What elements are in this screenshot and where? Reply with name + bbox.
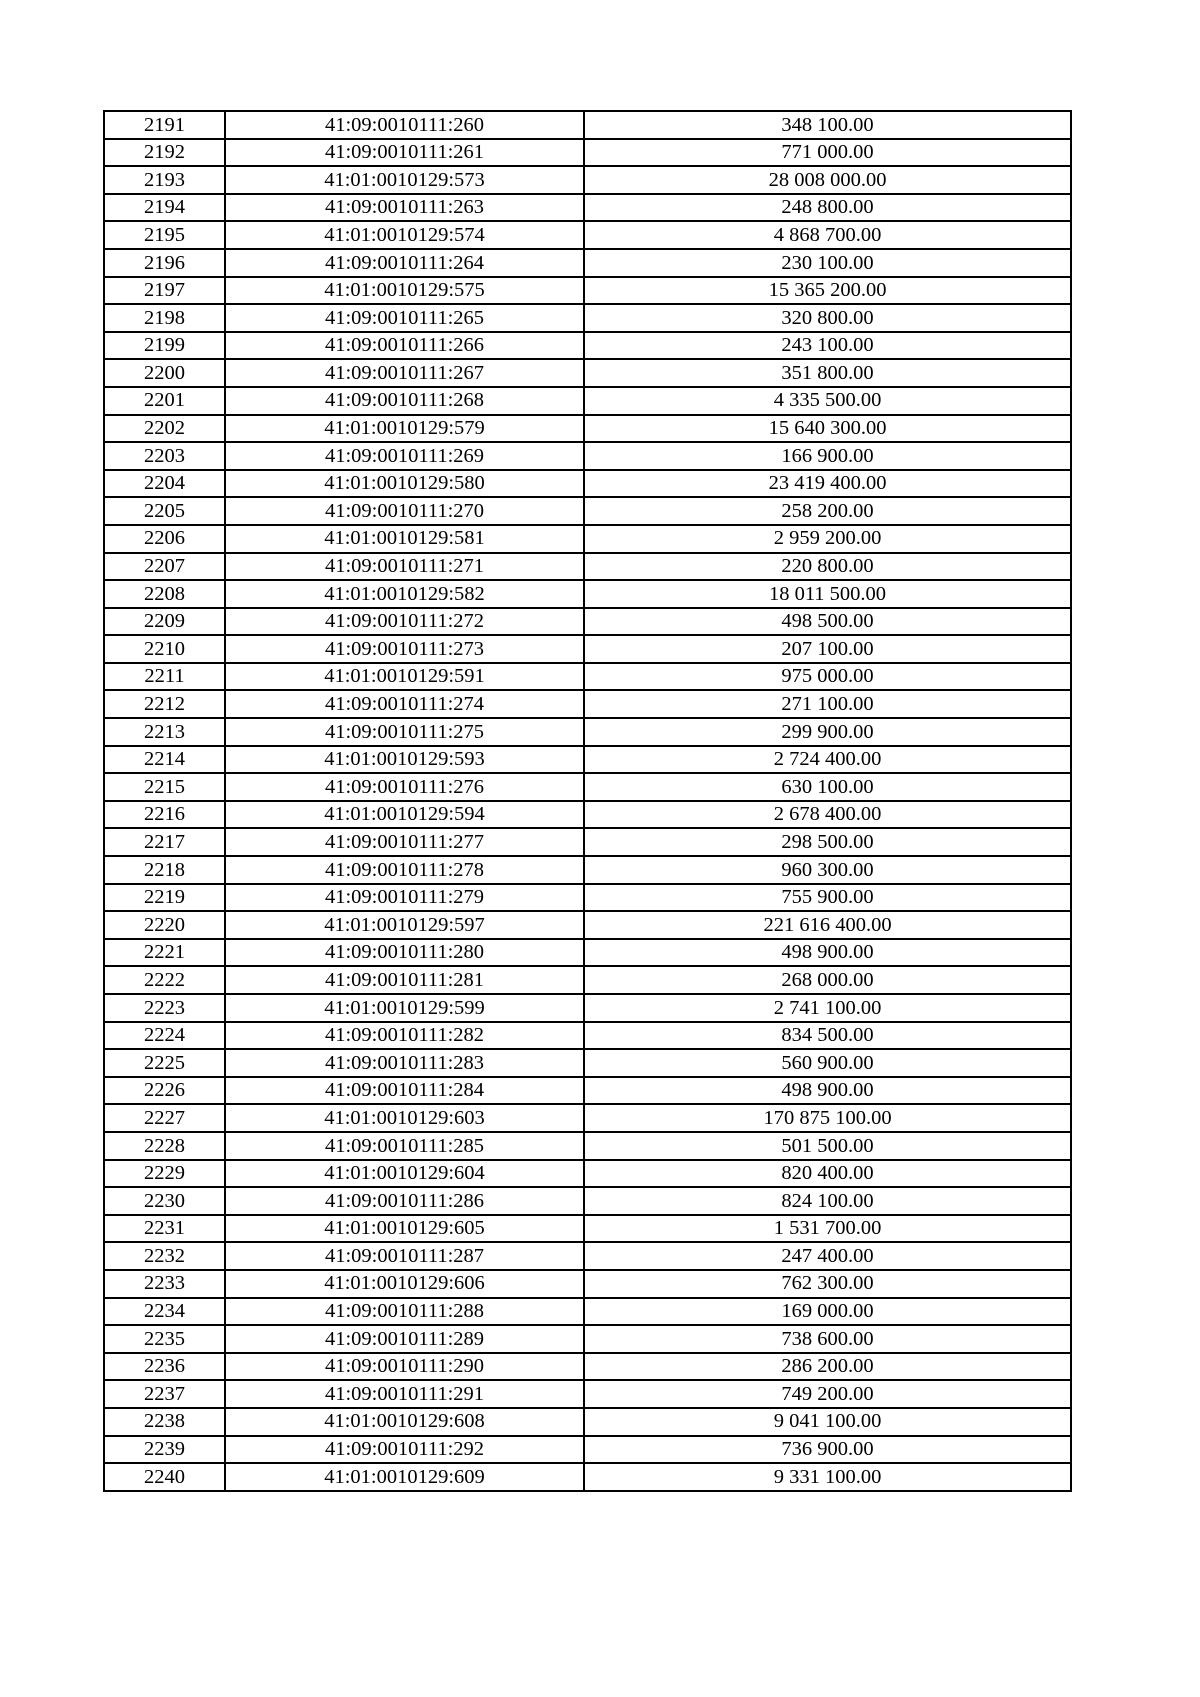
row-number-cell: 2214 [104,746,225,774]
row-number-cell: 2233 [104,1270,225,1298]
cadastral-value-cell: 258 200.00 [584,497,1071,525]
cadastral-number-cell: 41:09:0010111:274 [225,690,584,718]
cadastral-value-cell: 299 900.00 [584,718,1071,746]
row-number-cell: 2222 [104,966,225,994]
table-row [104,801,1071,829]
cadastral-value-cell: 4 335 500.00 [584,387,1071,415]
table-row [104,1215,1071,1243]
cadastral-number-cell: 41:01:0010129:580 [225,470,584,498]
table-row [104,828,1071,856]
cadastral-value-cell: 4 868 700.00 [584,221,1071,249]
row-number-cell: 2226 [104,1077,225,1105]
table-row [104,690,1071,718]
row-number-cell: 2237 [104,1380,225,1408]
cadastral-value-cell: 2 678 400.00 [584,801,1071,829]
row-number-cell: 2223 [104,994,225,1022]
cadastral-number-cell: 41:09:0010111:287 [225,1242,584,1270]
table-row [104,1270,1071,1298]
row-number-cell: 2208 [104,580,225,608]
cadastral-value-cell: 243 100.00 [584,332,1071,360]
table-row [104,497,1071,525]
cadastral-value-cell: 169 000.00 [584,1298,1071,1326]
table-row [104,194,1071,222]
table-row [104,994,1071,1022]
table-row [104,525,1071,553]
row-number-cell: 2212 [104,690,225,718]
cadastral-value-cell: 298 500.00 [584,828,1071,856]
table-row [104,1187,1071,1215]
cadastral-number-cell: 41:01:0010129:573 [225,166,584,194]
cadastral-value-cell: 560 900.00 [584,1049,1071,1077]
row-number-cell: 2197 [104,277,225,305]
table-row [104,277,1071,305]
table-row [104,1380,1071,1408]
cadastral-value-cell: 220 800.00 [584,553,1071,581]
table-row [104,1463,1071,1491]
cadastral-number-cell: 41:01:0010129:594 [225,801,584,829]
cadastral-number-cell: 41:09:0010111:278 [225,856,584,884]
cadastral-number-cell: 41:09:0010111:261 [225,139,584,167]
table-row [104,746,1071,774]
row-number-cell: 2193 [104,166,225,194]
row-number-cell: 2236 [104,1353,225,1381]
cadastral-number-cell: 41:09:0010111:270 [225,497,584,525]
table-row [104,1022,1071,1050]
cadastral-number-cell: 41:09:0010111:263 [225,194,584,222]
cadastral-value-cell: 286 200.00 [584,1353,1071,1381]
table-row [104,1049,1071,1077]
cadastral-value-cell: 762 300.00 [584,1270,1071,1298]
table-row [104,470,1071,498]
cadastral-number-cell: 41:09:0010111:288 [225,1298,584,1326]
cadastral-number-cell: 41:09:0010111:284 [225,1077,584,1105]
row-number-cell: 2194 [104,194,225,222]
cadastral-number-cell: 41:09:0010111:267 [225,359,584,387]
cadastral-number-cell: 41:01:0010129:608 [225,1408,584,1436]
cadastral-value-cell: 975 000.00 [584,663,1071,691]
cadastral-number-cell: 41:09:0010111:271 [225,553,584,581]
row-number-cell: 2213 [104,718,225,746]
row-number-cell: 2199 [104,332,225,360]
cadastral-number-cell: 41:01:0010129:603 [225,1104,584,1132]
cadastral-number-cell: 41:09:0010111:268 [225,387,584,415]
table-row [104,663,1071,691]
cadastral-value-cell: 221 616 400.00 [584,911,1071,939]
row-number-cell: 2239 [104,1436,225,1464]
cadastral-number-cell: 41:09:0010111:285 [225,1132,584,1160]
cadastral-number-cell: 41:09:0010111:282 [225,1022,584,1050]
cadastral-number-cell: 41:01:0010129:609 [225,1463,584,1491]
table-row [104,442,1071,470]
cadastral-number-cell: 41:09:0010111:286 [225,1187,584,1215]
cadastral-number-cell: 41:09:0010111:260 [225,111,584,139]
table-row [104,1104,1071,1132]
row-number-cell: 2205 [104,497,225,525]
row-number-cell: 2203 [104,442,225,470]
table-row [104,1132,1071,1160]
table-row [104,1353,1071,1381]
cadastral-value-cell: 320 800.00 [584,304,1071,332]
cadastral-number-cell: 41:01:0010129:605 [225,1215,584,1243]
cadastral-number-cell: 41:09:0010111:280 [225,939,584,967]
row-number-cell: 2191 [104,111,225,139]
table-row [104,1298,1071,1326]
cadastral-value-cell: 230 100.00 [584,249,1071,277]
cadastral-value-cell: 351 800.00 [584,359,1071,387]
cadastral-number-cell: 41:09:0010111:269 [225,442,584,470]
row-number-cell: 2221 [104,939,225,967]
row-number-cell: 2201 [104,387,225,415]
cadastral-value-cell: 247 400.00 [584,1242,1071,1270]
table-row [104,304,1071,332]
row-number-cell: 2229 [104,1160,225,1188]
cadastral-number-cell: 41:01:0010129:606 [225,1270,584,1298]
row-number-cell: 2231 [104,1215,225,1243]
cadastral-number-cell: 41:09:0010111:273 [225,635,584,663]
cadastral-value-cell: 1 531 700.00 [584,1215,1071,1243]
table-row [104,221,1071,249]
row-number-cell: 2206 [104,525,225,553]
table-row [104,856,1071,884]
cadastral-number-cell: 41:01:0010129:574 [225,221,584,249]
row-number-cell: 2235 [104,1325,225,1353]
table-row [104,1160,1071,1188]
table-row [104,332,1071,360]
cadastral-value-table [103,110,1072,1492]
table-row [104,1077,1071,1105]
cadastral-value-cell: 2 959 200.00 [584,525,1071,553]
cadastral-number-cell: 41:09:0010111:292 [225,1436,584,1464]
row-number-cell: 2240 [104,1463,225,1491]
table-row [104,884,1071,912]
cadastral-number-cell: 41:01:0010129:579 [225,415,584,443]
row-number-cell: 2232 [104,1242,225,1270]
cadastral-value-cell: 2 741 100.00 [584,994,1071,1022]
table-row [104,939,1071,967]
cadastral-number-cell: 41:09:0010111:279 [225,884,584,912]
row-number-cell: 2210 [104,635,225,663]
row-number-cell: 2204 [104,470,225,498]
table-row [104,359,1071,387]
cadastral-value-cell: 23 419 400.00 [584,470,1071,498]
cadastral-number-cell: 41:09:0010111:276 [225,773,584,801]
cadastral-number-cell: 41:09:0010111:272 [225,608,584,636]
cadastral-number-cell: 41:01:0010129:593 [225,746,584,774]
cadastral-value-cell: 630 100.00 [584,773,1071,801]
cadastral-number-cell: 41:09:0010111:291 [225,1380,584,1408]
cadastral-value-cell: 498 900.00 [584,1077,1071,1105]
cadastral-value-cell: 960 300.00 [584,856,1071,884]
table-row [104,1408,1071,1436]
cadastral-value-cell: 771 000.00 [584,139,1071,167]
table-row [104,1325,1071,1353]
cadastral-value-cell: 268 000.00 [584,966,1071,994]
row-number-cell: 2202 [104,415,225,443]
table-row [104,911,1071,939]
row-number-cell: 2211 [104,663,225,691]
table-row [104,415,1071,443]
cadastral-number-cell: 41:01:0010129:591 [225,663,584,691]
cadastral-value-cell: 498 900.00 [584,939,1071,967]
row-number-cell: 2219 [104,884,225,912]
cadastral-number-cell: 41:09:0010111:265 [225,304,584,332]
row-number-cell: 2227 [104,1104,225,1132]
cadastral-number-cell: 41:09:0010111:290 [225,1353,584,1381]
cadastral-value-cell: 207 100.00 [584,635,1071,663]
table-row [104,580,1071,608]
table-row [104,111,1071,139]
cadastral-number-cell: 41:09:0010111:264 [225,249,584,277]
cadastral-number-cell: 41:09:0010111:289 [225,1325,584,1353]
row-number-cell: 2207 [104,553,225,581]
row-number-cell: 2198 [104,304,225,332]
cadastral-number-cell: 41:01:0010129:575 [225,277,584,305]
row-number-cell: 2209 [104,608,225,636]
table-row [104,139,1071,167]
cadastral-value-cell: 820 400.00 [584,1160,1071,1188]
row-number-cell: 2225 [104,1049,225,1077]
cadastral-value-cell: 18 011 500.00 [584,580,1071,608]
cadastral-value-cell: 2 724 400.00 [584,746,1071,774]
table-row [104,635,1071,663]
row-number-cell: 2217 [104,828,225,856]
row-number-cell: 2192 [104,139,225,167]
cadastral-number-cell: 41:01:0010129:582 [225,580,584,608]
cadastral-value-cell: 738 600.00 [584,1325,1071,1353]
cadastral-value-cell: 15 365 200.00 [584,277,1071,305]
cadastral-value-cell: 834 500.00 [584,1022,1071,1050]
table-row [104,387,1071,415]
row-number-cell: 2215 [104,773,225,801]
table-row [104,966,1071,994]
table-row [104,1436,1071,1464]
cadastral-number-cell: 41:09:0010111:277 [225,828,584,856]
cadastral-value-cell: 166 900.00 [584,442,1071,470]
row-number-cell: 2230 [104,1187,225,1215]
cadastral-number-cell: 41:09:0010111:281 [225,966,584,994]
cadastral-value-cell: 824 100.00 [584,1187,1071,1215]
cadastral-number-cell: 41:01:0010129:597 [225,911,584,939]
cadastral-number-cell: 41:01:0010129:599 [225,994,584,1022]
cadastral-value-cell: 9 041 100.00 [584,1408,1071,1436]
cadastral-value-cell: 170 875 100.00 [584,1104,1071,1132]
row-number-cell: 2224 [104,1022,225,1050]
row-number-cell: 2234 [104,1298,225,1326]
cadastral-number-cell: 41:09:0010111:266 [225,332,584,360]
table-row [104,773,1071,801]
cadastral-number-cell: 41:01:0010129:604 [225,1160,584,1188]
cadastral-value-cell: 15 640 300.00 [584,415,1071,443]
cadastral-number-cell: 41:09:0010111:275 [225,718,584,746]
table-row [104,608,1071,636]
table-row [104,1242,1071,1270]
row-number-cell: 2196 [104,249,225,277]
row-number-cell: 2216 [104,801,225,829]
row-number-cell: 2218 [104,856,225,884]
cadastral-value-cell: 755 900.00 [584,884,1071,912]
table-row [104,249,1071,277]
row-number-cell: 2228 [104,1132,225,1160]
cadastral-value-cell: 348 100.00 [584,111,1071,139]
table-body [104,111,1071,1491]
cadastral-value-cell: 9 331 100.00 [584,1463,1071,1491]
cadastral-number-cell: 41:01:0010129:581 [225,525,584,553]
table-row [104,553,1071,581]
cadastral-number-cell: 41:09:0010111:283 [225,1049,584,1077]
cadastral-value-cell: 501 500.00 [584,1132,1071,1160]
cadastral-value-cell: 271 100.00 [584,690,1071,718]
row-number-cell: 2220 [104,911,225,939]
cadastral-value-cell: 28 008 000.00 [584,166,1071,194]
table-row [104,166,1071,194]
cadastral-value-cell: 736 900.00 [584,1436,1071,1464]
cadastral-value-cell: 749 200.00 [584,1380,1071,1408]
cadastral-value-cell: 248 800.00 [584,194,1071,222]
row-number-cell: 2238 [104,1408,225,1436]
row-number-cell: 2195 [104,221,225,249]
row-number-cell: 2200 [104,359,225,387]
table-row [104,718,1071,746]
cadastral-value-cell: 498 500.00 [584,608,1071,636]
